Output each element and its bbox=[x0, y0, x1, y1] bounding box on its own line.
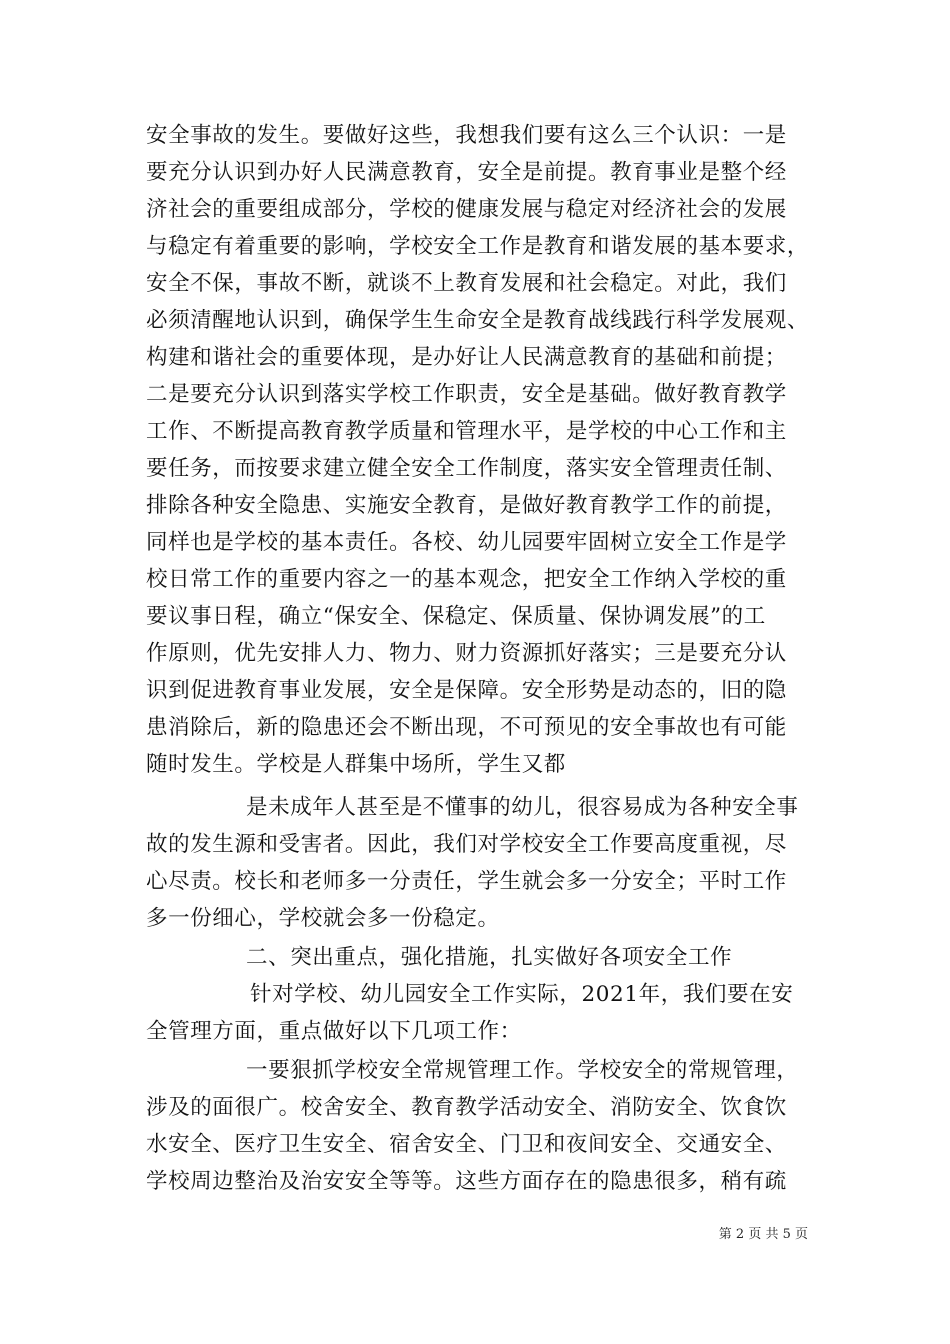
text-line: 一要狠抓学校安全常规管理工作。学校安全的常规管理， bbox=[246, 1058, 799, 1083]
text-line: 故的发生源和受害者。因此，我们对学校安全工作要高度重视，尽 bbox=[146, 832, 787, 857]
text-line: 构建和谐社会的重要体现，是办好让人民满意教育的基础和前提； bbox=[146, 345, 787, 370]
text-line: 多一份细心，学校就会多一份稳定。 bbox=[146, 906, 500, 931]
text-line: 要充分认识到办好人民满意教育，安全是前提。教育事业是整个经 bbox=[146, 160, 787, 185]
text-line: 排除各种安全隐患、实施安全教育，是做好教育教学工作的前提， bbox=[146, 493, 787, 518]
text-line: 随时发生。学校是人群集中场所，学生又都 bbox=[146, 752, 566, 777]
text-line: 济社会的重要组成部分，学校的健康发展与稳定对经济社会的发展 bbox=[146, 197, 787, 222]
text-line: 校日常工作的重要内容之一的基本观念，把安全工作纳入学校的重 bbox=[146, 567, 787, 592]
text-line: 同样也是学校的基本责任。各校、幼儿园要牢固树立安全工作是学 bbox=[146, 530, 787, 555]
text-line: 心尽责。校长和老师多一分责任，学生就会多一分安全；平时工作 bbox=[146, 869, 787, 894]
text-line: 要议事日程，确立“保安全、保稳定、保质量、保协调发展”的工 bbox=[146, 604, 766, 629]
text-line: 学校周边整治及治安安全等等。这些方面存在的隐患很多，稍有疏 bbox=[146, 1169, 787, 1194]
text-line: 患消除后，新的隐患还会不断出现，不可预见的安全事故也有可能 bbox=[146, 715, 787, 740]
text-line: 识到促进教育事业发展，安全是保障。安全形势是动态的，旧的隐 bbox=[146, 678, 787, 703]
text-line: 与稳定有着重要的影响，学校安全工作是教育和谐发展的基本要求， bbox=[146, 234, 810, 259]
text-line: 必须清醒地认识到，确保学生生命安全是教育战线践行科学发展观、 bbox=[146, 308, 810, 333]
text-line: 工作、不断提高教育教学质量和管理水平，是学校的中心工作和主 bbox=[146, 419, 787, 444]
text-line: 水安全、医疗卫生安全、宿舍安全、门卫和夜间安全、交通安全、 bbox=[146, 1132, 787, 1157]
text-line: 作原则，优先安排人力、物力、财力资源抓好落实；三是要充分认 bbox=[146, 641, 787, 666]
text-line: 全管理方面，重点做好以下几项工作： bbox=[146, 1019, 522, 1044]
text-line: 要任务，而按要求建立健全安全工作制度，落实安全管理责任制、 bbox=[146, 456, 787, 481]
text-line: 安全事故的发生。要做好这些，我想我们要有这么三个认识：一是 bbox=[146, 123, 787, 148]
text-line: 涉及的面很广。校舍安全、教育教学活动安全、消防安全、饮食饮 bbox=[146, 1095, 787, 1120]
text-line: 二是要充分认识到落实学校工作职责，安全是基础。做好教育教学 bbox=[146, 382, 787, 407]
text-line: 针对学校、幼儿园安全工作实际，2021年，我们要在安 bbox=[250, 982, 794, 1007]
text-line: 安全不保，事故不断，就谈不上教育发展和社会稳定。对此，我们 bbox=[146, 271, 787, 296]
page-footer: 第 2 页 共 5 页 bbox=[718, 1227, 808, 1242]
text-line: 是未成年人甚至是不懂事的幼儿，很容易成为各种安全事 bbox=[246, 795, 799, 820]
section-heading: 二、突出重点，强化措施，扎实做好各项安全工作 bbox=[246, 945, 733, 970]
